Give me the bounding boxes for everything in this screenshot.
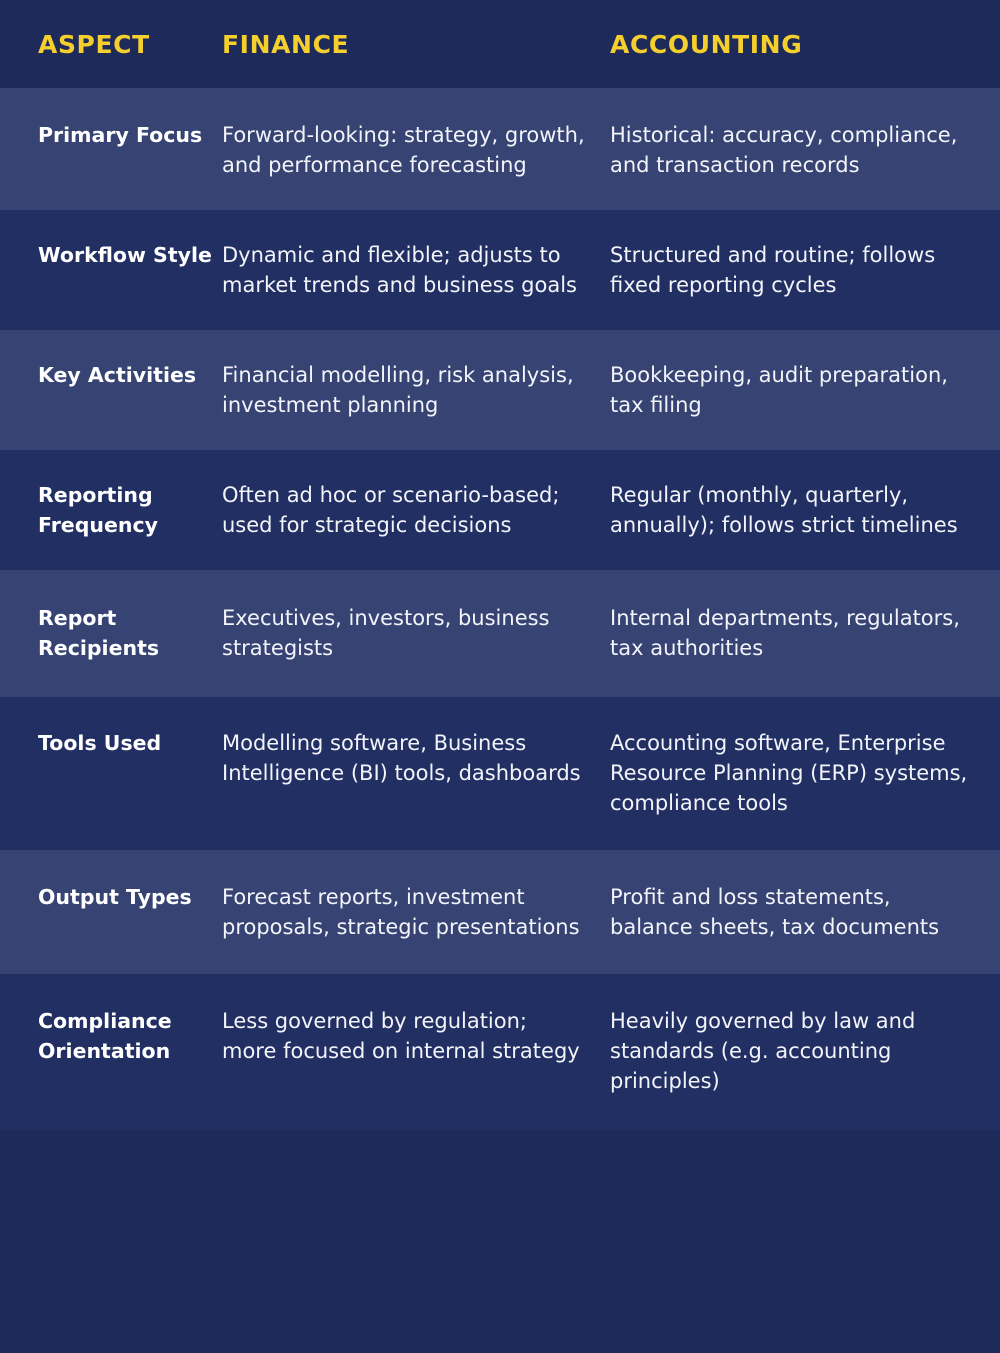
row-finance-cell xyxy=(222,480,610,540)
row-aspect-cell xyxy=(0,882,222,912)
row-finance-text: Forecast reports, investment proposals, strategic presentations xyxy=(222,885,580,939)
table-row xyxy=(0,850,1000,974)
row-accounting-text: Accounting software, Enterprise Resource Planning (ERP) systems, compliance tools xyxy=(610,731,968,815)
row-aspect-cell xyxy=(0,728,222,758)
row-accounting-cell xyxy=(610,882,1000,942)
row-accounting-text: Bookkeeping, audit preparation, tax filing xyxy=(610,363,948,417)
row-accounting-text: Regular (monthly, quarterly, annually); follows strict timelines xyxy=(610,483,958,537)
row-accounting-cell xyxy=(610,603,1000,663)
row-accounting-cell xyxy=(610,728,1000,818)
row-finance-text: Executives, investors, business strategists xyxy=(222,606,550,660)
table-row xyxy=(0,330,1000,450)
column-header-aspect xyxy=(0,30,222,59)
row-finance-text: Dynamic and flexible; adjusts to market trends and business goals xyxy=(222,243,577,297)
column-header-aspect-label: ASPECT xyxy=(38,29,150,59)
row-finance-text: Forward-looking: strategy, growth, and performance forecasting xyxy=(222,123,585,177)
table-header-row xyxy=(0,0,1000,88)
table-row xyxy=(0,697,1000,850)
row-aspect-label: Reporting Frequency xyxy=(38,483,158,537)
row-aspect-cell xyxy=(0,120,222,150)
row-finance-cell xyxy=(222,603,610,663)
row-aspect-cell xyxy=(0,480,222,540)
row-accounting-text: Heavily governed by law and standards (e.g. accounting principles) xyxy=(610,1009,916,1093)
row-finance-cell xyxy=(222,120,610,180)
column-header-accounting xyxy=(610,30,1000,59)
row-aspect-cell xyxy=(0,240,222,270)
table-row xyxy=(0,210,1000,330)
row-finance-cell xyxy=(222,1006,610,1066)
row-finance-cell xyxy=(222,882,610,942)
row-aspect-label: Tools Used xyxy=(38,731,162,755)
row-aspect-cell xyxy=(0,603,222,663)
row-accounting-text: Internal departments, regulators, tax authorities xyxy=(610,606,960,660)
row-aspect-label: Report Recipients xyxy=(38,606,160,660)
row-accounting-text: Profit and loss statements, balance sheets, tax documents xyxy=(610,885,940,939)
row-aspect-label: Key Activities xyxy=(38,363,197,387)
row-accounting-cell xyxy=(610,120,1000,180)
table-row xyxy=(0,88,1000,210)
column-header-finance-label: FINANCE xyxy=(222,29,350,59)
row-finance-text: Modelling software, Business Intelligence (BI) tools, dashboards xyxy=(222,731,581,785)
column-header-finance xyxy=(222,30,610,59)
row-aspect-cell xyxy=(0,1006,222,1066)
table-row xyxy=(0,450,1000,570)
row-aspect-label: Primary Focus xyxy=(38,123,203,147)
table-row xyxy=(0,974,1000,1130)
row-accounting-cell xyxy=(610,240,1000,300)
row-finance-text: Financial modelling, risk analysis, investment planning xyxy=(222,363,574,417)
row-accounting-cell xyxy=(610,1006,1000,1096)
row-aspect-label: Workflow Style xyxy=(38,243,212,267)
row-finance-text: Often ad hoc or scenario-based; used for strategic decisions xyxy=(222,483,560,537)
row-accounting-cell xyxy=(610,360,1000,420)
row-finance-cell xyxy=(222,360,610,420)
row-accounting-text: Historical: accuracy, compliance, and transaction records xyxy=(610,123,958,177)
row-finance-cell xyxy=(222,240,610,300)
row-aspect-cell xyxy=(0,360,222,390)
row-finance-text: Less governed by regulation; more focused on internal strategy xyxy=(222,1009,580,1063)
row-finance-cell xyxy=(222,728,610,788)
row-accounting-text: Structured and routine; follows fixed reporting cycles xyxy=(610,243,936,297)
table-row xyxy=(0,570,1000,697)
row-accounting-cell xyxy=(610,480,1000,540)
column-header-accounting-label: ACCOUNTING xyxy=(610,29,803,59)
row-aspect-label: Output Types xyxy=(38,885,192,909)
row-aspect-label: Compliance Orientation xyxy=(38,1009,172,1063)
